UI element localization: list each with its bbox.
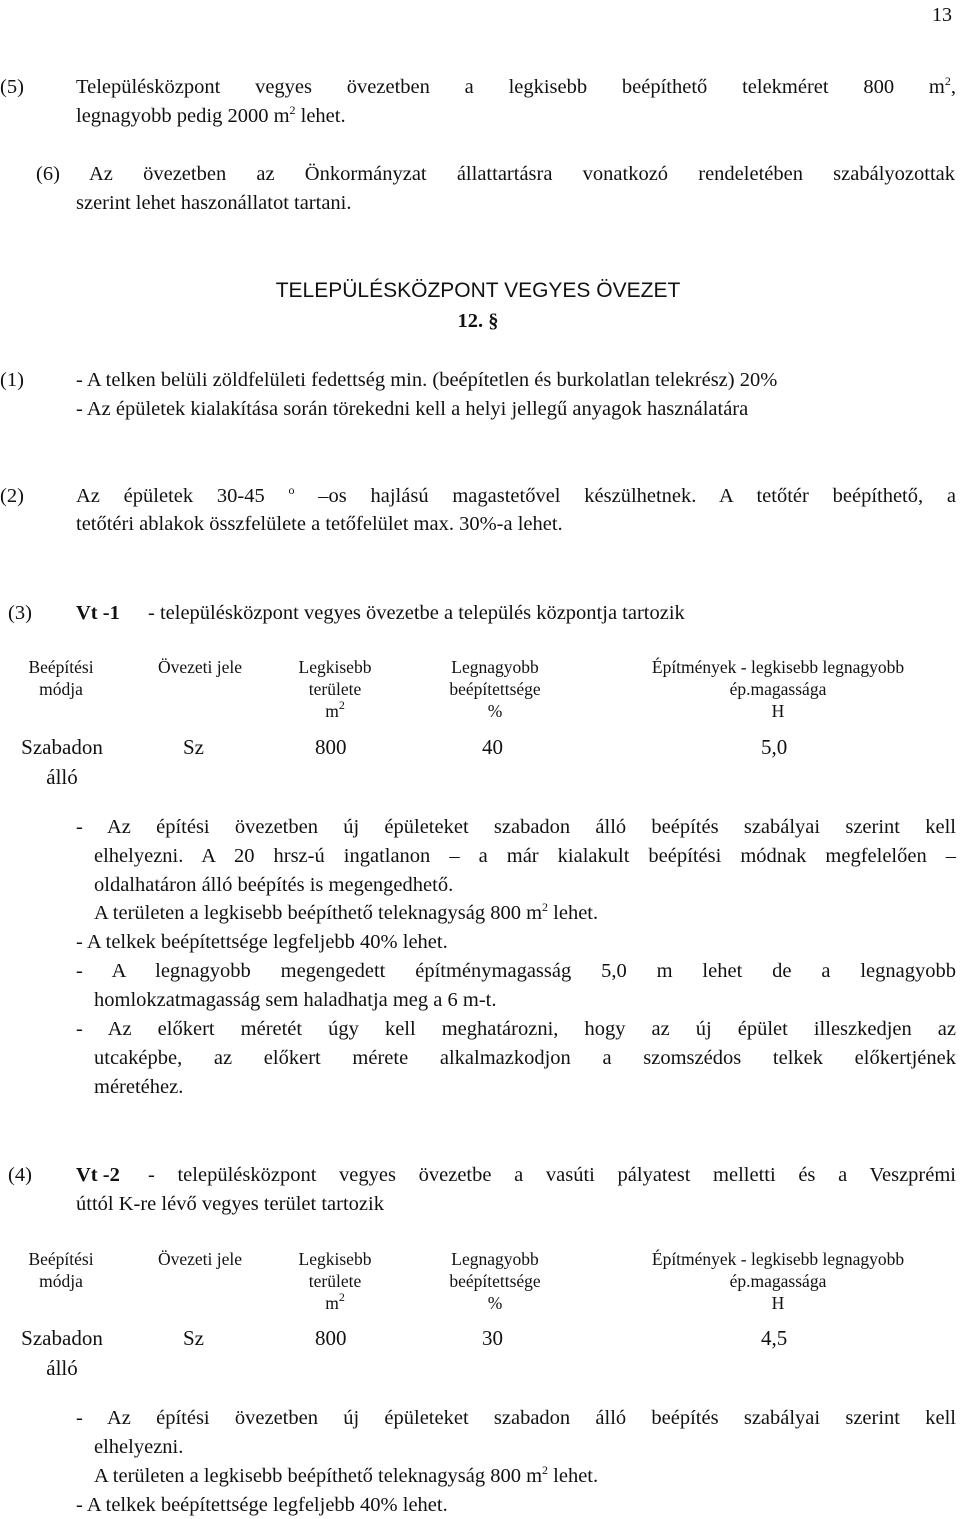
header-line: beépítettsége [449, 679, 541, 699]
table-4-header-mode [0, 1248, 122, 1292]
table-4-header-max-coverage [420, 1248, 570, 1314]
table-4-header-height [618, 1248, 938, 1314]
table-3-cell-zone-code: Sz [183, 735, 204, 759]
p5-line2-a: legnagyobb pedig 2000 m [76, 105, 290, 127]
item-3-note-2: elhelyezni. A 20 hrsz-ú ingatlanon – a már kialakult beépítési módnak megfelelően – [94, 845, 956, 867]
table-3-cell-mode [0, 732, 124, 792]
item-3-note-10: méretéhez. [94, 1076, 184, 1098]
paragraph-6-line-2: szerint lehet haszonállatot tartani. [76, 192, 352, 214]
item-3-note-8: - Az előkert méretét úgy kell meghatározni, hogy az új épület illeszkedjen az [76, 1018, 956, 1040]
table-4-cell-max-coverage: 30 [482, 1326, 503, 1350]
item-3-note-7: homlokzatmagasság sem haladhatja meg a 6 m-t. [94, 989, 497, 1011]
paragraph-5-number: (5) [0, 76, 24, 98]
item-1-line-1: - A telken belüli zöldfelületi fedettség min. (beépítetlen és burkolatlan telekrész) 20% [76, 369, 778, 391]
table-4-cell-mode [0, 1323, 124, 1383]
p5-line2-superscript: 2 [289, 103, 296, 117]
header-line: H [771, 1293, 785, 1313]
section-heading: TELEPÜLÉSKÖZPONT VEGYES ÖVEZET [275, 279, 681, 302]
header-line: Építmények - legkisebb legnagyobb [651, 657, 905, 677]
item-2-text-a: Az épületek 30-45 [76, 485, 289, 507]
header-line [270, 1292, 400, 1314]
paragraph-5-line-2 [76, 104, 346, 128]
unit: m [325, 1293, 339, 1313]
paragraph-5-line-1 [76, 75, 956, 99]
table-3-header-height [618, 656, 938, 722]
unit: m [325, 701, 339, 721]
header-line: beépítettsége [449, 1271, 541, 1291]
item-4-number: (4) [8, 1164, 32, 1186]
header-line: % [487, 1293, 503, 1313]
table-3-cell-max-coverage: 40 [482, 735, 503, 759]
item-3-description: - településközpont vegyes övezetbe a település központja tartozik [148, 602, 685, 624]
unit-superscript: 2 [338, 698, 345, 712]
unit-superscript: 2 [338, 1290, 345, 1304]
table-4-header-zone-code: Övezeti jele [157, 1249, 243, 1269]
p5-text-a: Településközpont vegyes övezetben a legkisebb beépíthető telekméret 800 m [76, 76, 945, 98]
header-line: ép.magassága [729, 679, 827, 699]
item-4-note-2: elhelyezni. [94, 1436, 184, 1458]
header-line: Legkisebb [298, 657, 372, 677]
item-2-text-b: –os hajlású magastetővel készülhetnek. A tetőtér beépíthető, a [294, 485, 956, 507]
header-line: Legnagyobb [451, 657, 539, 677]
header-line [270, 700, 400, 722]
table-3-header-max-coverage [420, 656, 570, 722]
cell-line: Szabadon [21, 735, 103, 759]
item-4-note-3-text-a: A területen a legkisebb beépíthető teleknagyság 800 m [94, 1465, 543, 1487]
table-3-header-mode [0, 656, 122, 700]
item-3-number: (3) [8, 602, 32, 624]
item-4-code: Vt -2 [76, 1164, 120, 1186]
table-4-cell-height: 4,5 [761, 1326, 788, 1350]
item-2-number: (2) [0, 485, 24, 507]
item-2-line-2: tetőtéri ablakok összfelülete a tetőfelület max. 30%-a lehet. [76, 513, 563, 535]
cell-line: álló [46, 1356, 78, 1380]
item-4-note-3 [94, 1464, 598, 1488]
item-4-description-2: úttól K-re lévő vegyes terület tartozik [76, 1193, 384, 1215]
p5-text-b: , [950, 76, 956, 98]
item-4-description: - településközpont vegyes övezetbe a vasúti pályatest melletti és a Veszprémi [148, 1164, 956, 1186]
header-line: Beépítési [28, 1249, 94, 1269]
table-4-cell-min-area: 800 [315, 1326, 347, 1350]
item-2-line-1 [76, 484, 956, 508]
note-4-superscript: 2 [542, 900, 549, 914]
header-line: Építmények - legkisebb legnagyobb [651, 1249, 905, 1269]
item-4-note-3-superscript: 2 [542, 1463, 549, 1477]
header-line: H [771, 701, 785, 721]
section-number: 12. § [457, 310, 499, 332]
note-4-text-b: lehet. [548, 902, 599, 924]
item-4-note-1: - Az építési övezetben új épületeket szabadon álló beépítés szabályai szerint kell [76, 1407, 956, 1429]
item-3-note-5: - A telkek beépítettsége legfeljebb 40% lehet. [76, 931, 448, 953]
item-3-code: Vt -1 [76, 602, 120, 624]
item-2-degree: o [288, 483, 295, 497]
header-line: Beépítési [28, 657, 94, 677]
header-line: % [487, 701, 503, 721]
header-line: módja [39, 679, 83, 699]
table-3-cell-min-area: 800 [315, 735, 347, 759]
item-3-note-4 [94, 901, 598, 925]
table-3-cell-height: 5,0 [761, 735, 788, 759]
note-4-text-a: A területen a legkisebb beépíthető teleknagyság 800 m [94, 902, 543, 924]
item-3-note-1: - Az építési övezetben új épületeket szabadon álló beépítés szabályai szerint kell [76, 816, 956, 838]
p5-line2-b: lehet. [295, 105, 346, 127]
item-3-note-9: utcaképbe, az előkert mérete alkalmazkodjon a szomszédos telkek előkertjének [94, 1047, 956, 1069]
table-3-header-zone-code: Övezeti jele [157, 657, 243, 677]
item-3-note-6: - A legnagyobb megengedett építménymagasság 5,0 m lehet de a legnagyobb [76, 960, 956, 982]
item-1-line-2: - Az épületek kialakítása során törekedni kell a helyi jellegű anyagok használatára [76, 398, 749, 420]
item-4-note-3-text-b: lehet. [548, 1465, 599, 1487]
p5-superscript: 2 [944, 74, 951, 88]
cell-line: álló [46, 765, 78, 789]
paragraph-6-line-1: (6) Az övezetben az Önkormányzat állattartásra vonatkozó rendeletében szabályozottak [36, 163, 955, 185]
table-3-header-min-area [270, 656, 400, 722]
header-line: területe [308, 679, 362, 699]
item-3-note-3: oldalhatáron álló beépítés is megengedhető. [94, 874, 454, 896]
header-line: ép.magassága [729, 1271, 827, 1291]
item-4-note-4: - A telkek beépítettsége legfeljebb 40% lehet. [76, 1494, 448, 1516]
cell-line: Szabadon [21, 1326, 103, 1350]
page-number: 13 [932, 4, 952, 26]
header-line: Legnagyobb [451, 1249, 539, 1269]
table-4-header-min-area [270, 1248, 400, 1314]
item-1-number: (1) [0, 369, 24, 391]
header-line: területe [308, 1271, 362, 1291]
header-line: módja [39, 1271, 83, 1291]
table-4-cell-zone-code: Sz [183, 1326, 204, 1350]
header-line: Legkisebb [298, 1249, 372, 1269]
